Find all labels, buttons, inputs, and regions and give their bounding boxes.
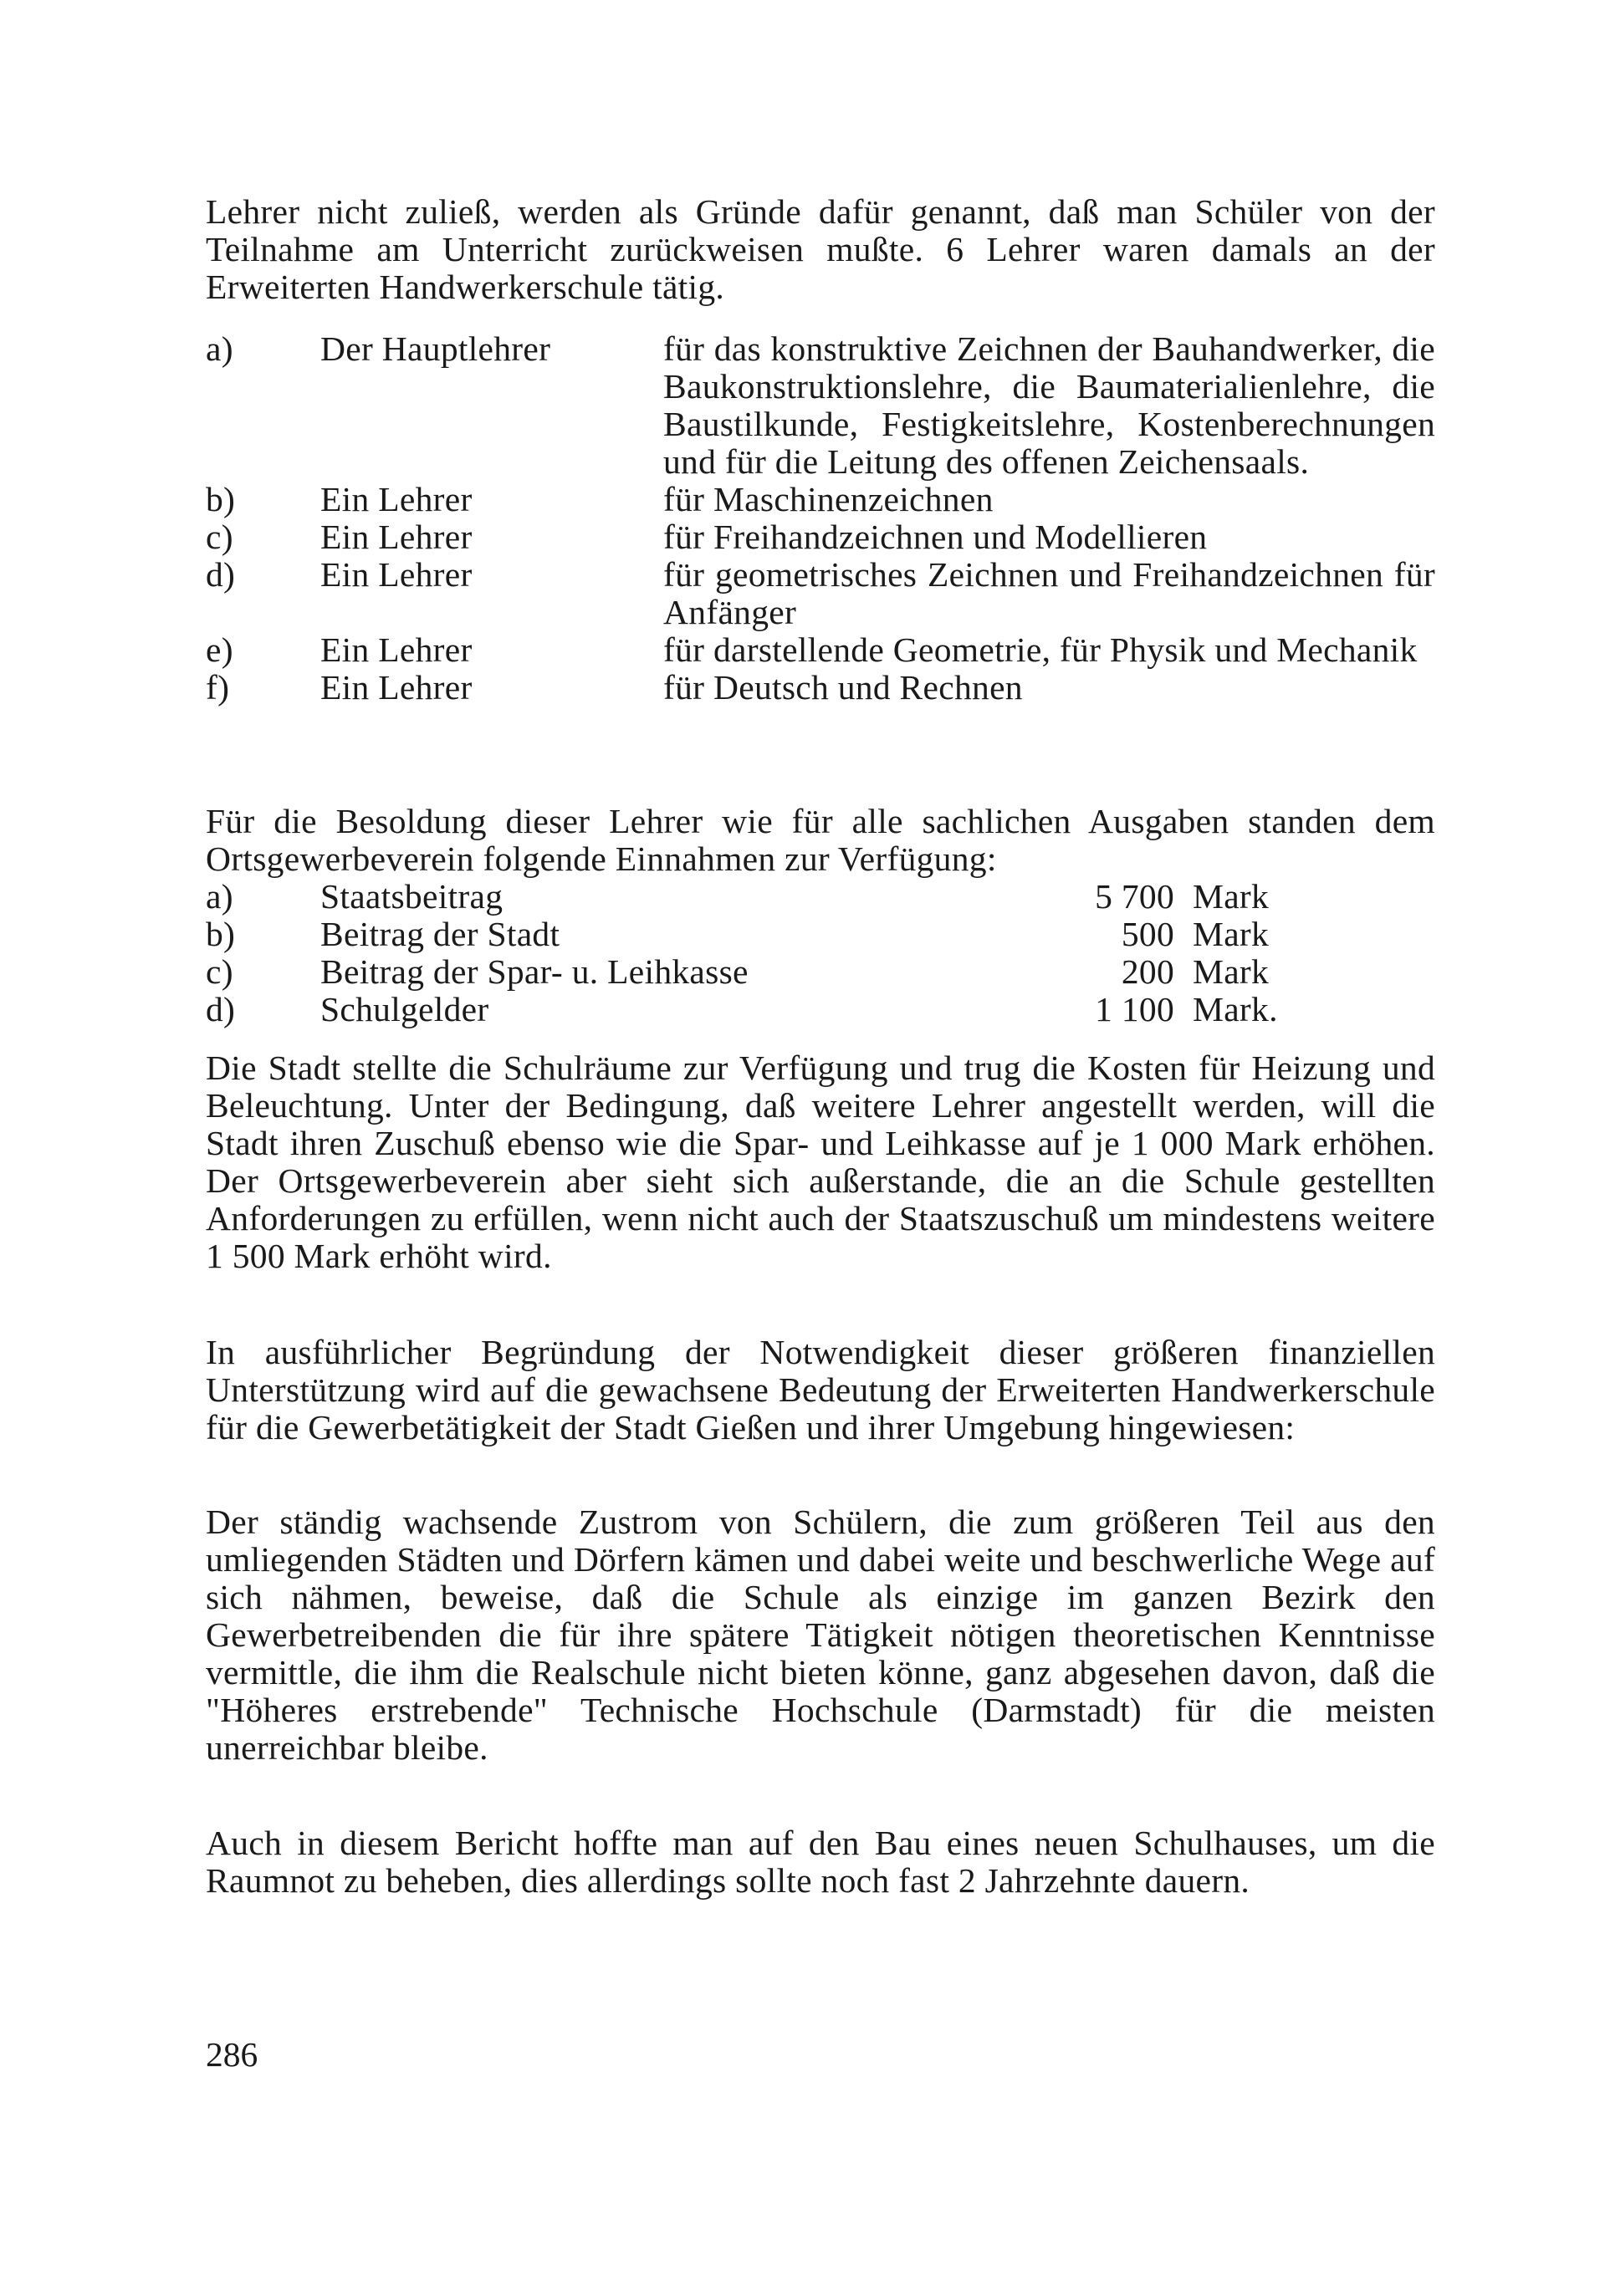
page-number: 286	[206, 2035, 258, 2074]
income-amount: 500	[1121, 915, 1174, 953]
list-label: a)	[206, 877, 233, 916]
teacher-duties: für geometrisches Zeichnen und Freihandzeichnen für Anfänger	[663, 555, 1435, 631]
teacher-duties: für Freihandzeichnen und Modellieren	[663, 518, 1208, 556]
income-unit: Mark.	[1193, 990, 1278, 1028]
income-unit: Mark	[1193, 877, 1270, 916]
list-label: b)	[206, 915, 236, 953]
list-label: c)	[206, 952, 233, 991]
teacher-row	[206, 631, 1435, 669]
teacher-role: Ein Lehrer	[320, 555, 473, 594]
income-source: Schulgelder	[320, 990, 489, 1028]
income-source: Beitrag der Spar- u. Leihkasse	[320, 952, 749, 991]
list-label: b)	[206, 480, 236, 518]
list-label: f)	[206, 668, 230, 707]
income-amount: 200	[1121, 952, 1174, 991]
income-source: Beitrag der Stadt	[320, 915, 560, 953]
city-paragraph: Die Stadt stellte die Schulräume zur Verfügung und trug die Kosten für Heizung und Beleuchtung. Unter der Bedingung, daß weitere Lehrer angestellt werden, will die Stadt ihren Zuschuß ebenso wie die Spar- und Leihkasse auf je 1 000 Mark erhöhen. Der Ortsgewerbeverein aber sieht sich außerstande, die an die Schule gestellten Anforderungen zu erfüllen, wenn nicht auch der Staatszuschuß um mindestens weitere 1 500 Mark erhöht wird.	[206, 1049, 1435, 1275]
students-paragraph: Der ständig wachsende Zustrom von Schülern, die zum größeren Teil aus den umliegenden Städten und Dörfern kämen und dabei weite und beschwerliche Wege auf sich nähmen, beweise, daß die Schule als einzige im ganzen Bezirk den Gewerbetreibenden die für ihre spätere Tätigkeit nötigen theoretischen Kenntnisse vermittle, die ihm die Realschule nicht bieten könne, ganz abgesehen davon, daß die "Höheres erstrebende" Technische Hochschule (Darmstadt) für die meisten unerreichbar bleibe.	[206, 1503, 1435, 1767]
teacher-row	[206, 481, 1435, 518]
list-label: d)	[206, 990, 236, 1028]
income-amount: 1 100	[1095, 990, 1174, 1028]
intro-paragraph: Lehrer nicht zuließ, werden als Gründe dafür genannt, daß man Schüler von der Teilnahme am Unterricht zurückweisen mußte. 6 Lehrer waren damals an der Erweiterten Handwerkerschule tätig.	[206, 192, 1435, 306]
income-row	[206, 953, 1435, 991]
teacher-duties: für darstellende Geometrie, für Physik und Mechanik	[663, 630, 1418, 669]
teacher-role: Ein Lehrer	[320, 518, 473, 556]
building-paragraph: Auch in diesem Bericht hoffte man auf den Bau eines neuen Schulhauses, um die Raumnot zu beheben, dies allerdings sollte noch fast 2 Jahrzehnte dauern.	[206, 1824, 1435, 1900]
list-label: d)	[206, 555, 236, 594]
teacher-row	[206, 518, 1435, 556]
teacher-role: Ein Lehrer	[320, 630, 473, 669]
reasoning-paragraph: In ausführlicher Begründung der Notwendigkeit dieser größeren finanziellen Unterstützung wird auf die gewachsene Bedeutung der Erweiterten Handwerkerschule für die Gewerbetätigkeit der Stadt Gießen und ihrer Umgebung hingewiesen:	[206, 1333, 1435, 1446]
teacher-list	[206, 330, 1435, 707]
teacher-row	[206, 330, 1435, 481]
income-unit: Mark	[1193, 952, 1270, 991]
teacher-duties: für Maschinenzeichnen	[663, 480, 994, 518]
income-row	[206, 991, 1435, 1028]
teacher-row	[206, 556, 1435, 631]
teacher-duties: für das konstruktive Zeichnen der Bauhandwerker, die Baukonstruktionslehre, die Baumaterialienlehre, die Baustilkunde, Festigkeitslehre, Kostenberechnungen und für die Leitung des offenen Zeichensaals.	[663, 329, 1435, 481]
income-source: Staatsbeitrag	[320, 877, 504, 916]
teacher-role: Ein Lehrer	[320, 668, 473, 707]
teacher-role: Der Hauptlehrer	[320, 329, 551, 368]
teacher-role: Ein Lehrer	[320, 480, 473, 518]
income-row	[206, 916, 1435, 953]
income-intro-paragraph: Für die Besoldung dieser Lehrer wie für alle sachlichen Ausgaben standen dem Ortsgewerbeverein folgende Einnahmen zur Verfügung:	[206, 802, 1435, 878]
teacher-row	[206, 669, 1435, 707]
income-unit: Mark	[1193, 915, 1270, 953]
income-row	[206, 878, 1435, 916]
list-label: c)	[206, 518, 233, 556]
list-label: e)	[206, 630, 233, 669]
income-list	[206, 878, 1435, 1028]
list-label: a)	[206, 329, 233, 368]
teacher-duties: für Deutsch und Rechnen	[663, 668, 1023, 707]
income-amount: 5 700	[1095, 877, 1174, 916]
